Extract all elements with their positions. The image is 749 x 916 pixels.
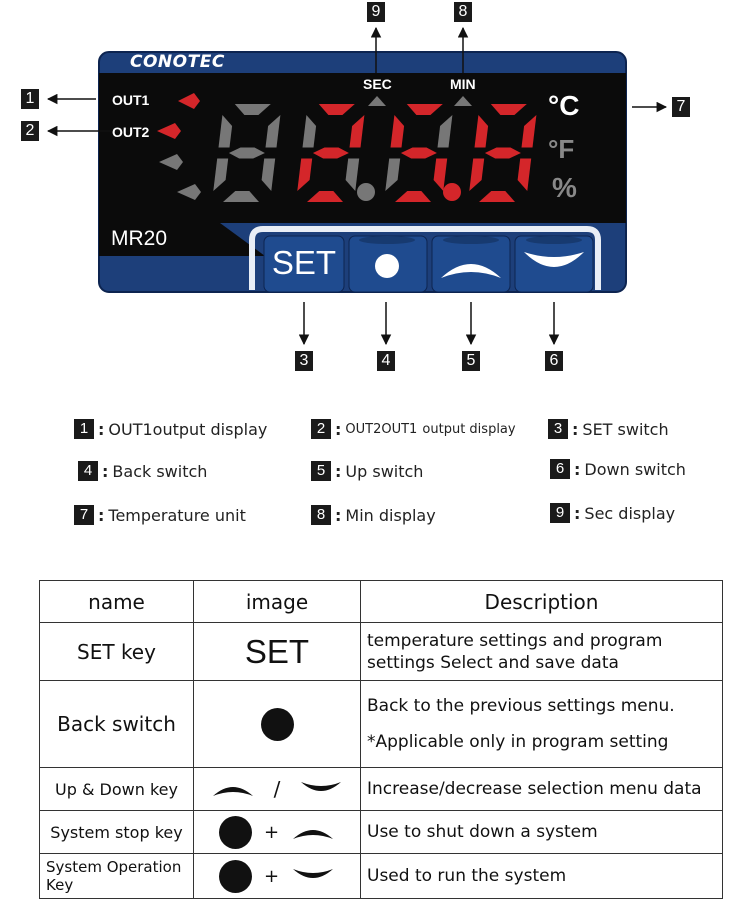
header-name: name: [40, 581, 194, 623]
up-arrow-icon: [211, 780, 255, 798]
run-image: +: [194, 854, 361, 899]
out1-label: OUT1: [112, 92, 150, 108]
legend-item-6: 6 : Down switch: [550, 459, 686, 479]
header-description: Description: [361, 581, 723, 623]
display-window: [99, 73, 626, 223]
out2-label: OUT2: [112, 124, 150, 140]
sec-label: SEC: [363, 76, 392, 92]
key-function-table: [39, 580, 723, 899]
up-arrow-icon: [291, 823, 335, 841]
min-label: MIN: [450, 76, 476, 92]
unit-celsius: °C: [548, 90, 580, 121]
callout-4: 4: [377, 351, 395, 371]
row-name: Back switch: [40, 681, 194, 768]
unit-fahrenheit: °F: [548, 134, 575, 164]
unit-percent: %: [552, 172, 577, 203]
down-arrow-icon: [291, 867, 335, 885]
back-dot-icon: [375, 254, 399, 278]
row-desc: Use to shut down a system: [361, 811, 723, 854]
callout-1: 1: [21, 89, 39, 109]
stop-image: +: [194, 811, 361, 854]
row-name: SET key: [40, 623, 194, 681]
row-name: System stop key: [40, 811, 194, 854]
table-row: [40, 681, 723, 768]
callout-8: 8: [454, 2, 472, 22]
legend-item-2: 2 : OUT2OUT1 output display: [311, 419, 516, 439]
callout-3: 3: [295, 351, 313, 371]
back-dot-icon: [219, 860, 252, 893]
down-arrow-icon: [299, 780, 343, 798]
decimal-point: [443, 183, 461, 201]
callout-9: 9: [367, 2, 385, 22]
set-key-label[interactable]: SET: [271, 244, 337, 281]
callout-7: 7: [672, 97, 690, 117]
row-desc: temperature settings and program settings Select and save data: [361, 623, 723, 681]
table-row: [40, 854, 723, 899]
legend-item-8: 8 : Min display: [311, 505, 436, 525]
model-label: MR20: [111, 227, 168, 250]
updown-image: /: [194, 768, 361, 811]
brand-logo: CONOTEC: [130, 52, 225, 72]
table-row: [40, 811, 723, 854]
legend-item-5: 5 : Up switch: [311, 461, 423, 481]
legend-item-7: 7 : Temperature unit: [74, 505, 246, 525]
set-image: SET: [194, 623, 361, 681]
callout-2: 2: [21, 121, 39, 141]
table-row: [40, 768, 723, 811]
table-row: [40, 623, 723, 681]
row-desc: Increase/decrease selection menu data: [361, 768, 723, 811]
callout-5: 5: [462, 351, 480, 371]
row-desc: Back to the previous settings menu. *Applicable only in program setting: [361, 681, 723, 768]
back-image: [194, 681, 361, 768]
row-name: System Operation Key: [40, 854, 194, 899]
back-dot-icon: [219, 816, 252, 849]
header-image: image: [194, 581, 361, 623]
controller-panel: [0, 0, 749, 380]
legend-item-9: 9 : Sec display: [550, 503, 675, 523]
legend-item-4: 4 : Back switch: [78, 461, 207, 481]
row-desc: Used to run the system: [361, 854, 723, 899]
legend-item-3: 3 : SET switch: [548, 419, 669, 439]
legend-item-1: 1 : OUT1output display: [74, 419, 267, 439]
decimal-point: [357, 183, 375, 201]
table-header-row: [40, 581, 723, 623]
back-dot-icon: [261, 708, 294, 741]
callout-6: 6: [545, 351, 563, 371]
row-name: Up & Down key: [40, 768, 194, 811]
